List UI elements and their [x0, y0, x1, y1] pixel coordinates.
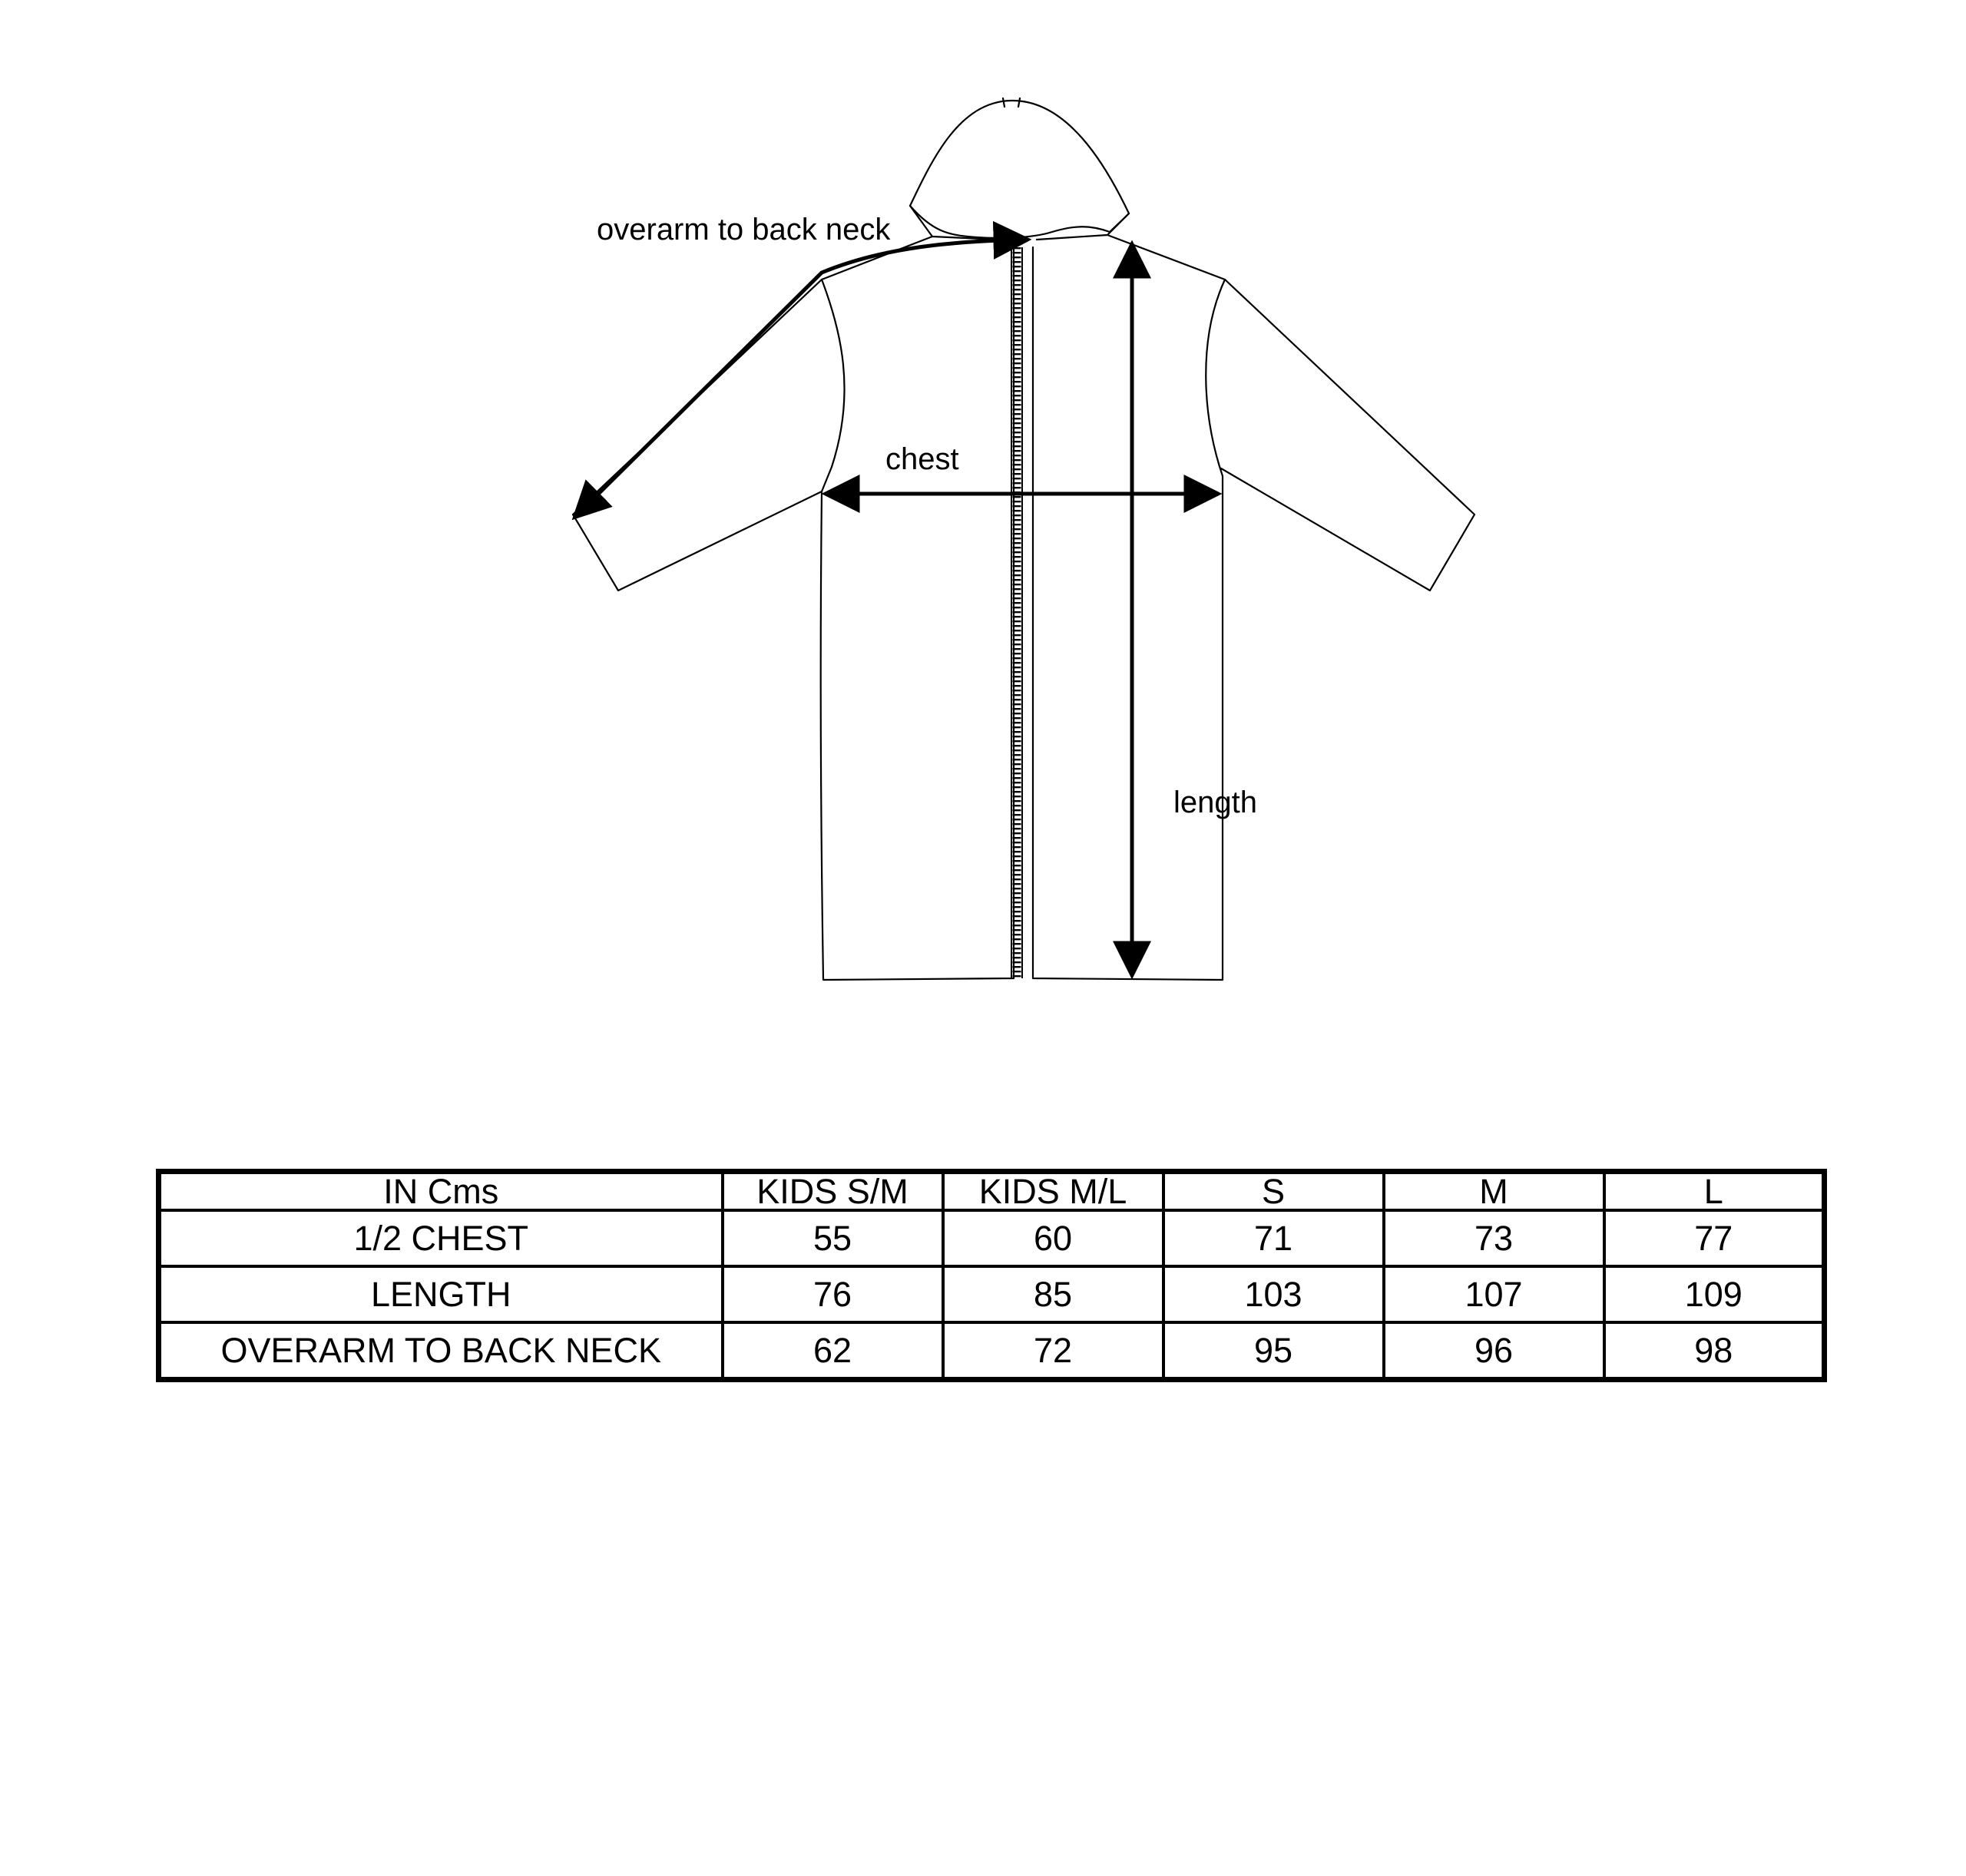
table-row [159, 1210, 1825, 1266]
table-row [159, 1266, 1825, 1322]
size-chart-table [156, 1169, 1827, 1382]
jacket-left-body [821, 237, 1014, 980]
row-label: OVERARM TO BACK NECK [159, 1322, 723, 1380]
table-cell: 73 [1384, 1210, 1604, 1266]
table-cell: 71 [1163, 1210, 1384, 1266]
hood-seam [1003, 98, 1020, 107]
table-cell: 55 [723, 1210, 943, 1266]
size-header-s: S [1163, 1172, 1384, 1211]
length-label: length [1173, 786, 1257, 819]
table-cell: 60 [943, 1210, 1163, 1266]
table-cell: 96 [1384, 1322, 1604, 1380]
unit-header: IN Cms [159, 1172, 723, 1211]
jacket-right-body [1033, 235, 1225, 980]
table-cell: 76 [723, 1266, 943, 1322]
jacket-left-sleeve [573, 280, 822, 591]
table-row [159, 1322, 1825, 1380]
table-cell: 72 [943, 1322, 1163, 1380]
size-header-kids-ml: KIDS M/L [943, 1172, 1163, 1211]
table-cell: 98 [1604, 1322, 1825, 1380]
row-label: 1/2 CHEST [159, 1210, 723, 1266]
table-header-row [159, 1172, 1825, 1211]
collar-outline [910, 206, 1129, 240]
table-cell: 77 [1604, 1210, 1825, 1266]
table-cell: 95 [1163, 1322, 1384, 1380]
table-cell: 107 [1384, 1266, 1604, 1322]
row-label: LENGTH [159, 1266, 723, 1322]
size-header-kids-sm: KIDS S/M [723, 1172, 943, 1211]
table-cell: 103 [1163, 1266, 1384, 1322]
overarm-label: overarm to back neck [597, 213, 891, 246]
size-header-l: L [1604, 1172, 1825, 1211]
table-cell: 109 [1604, 1266, 1825, 1322]
hood-outline [910, 101, 1129, 238]
table-cell: 85 [943, 1266, 1163, 1322]
chest-label: chest [885, 442, 959, 476]
size-header-m: M [1384, 1172, 1604, 1211]
jacket-right-sleeve [1221, 280, 1474, 591]
table-cell: 62 [723, 1322, 943, 1380]
